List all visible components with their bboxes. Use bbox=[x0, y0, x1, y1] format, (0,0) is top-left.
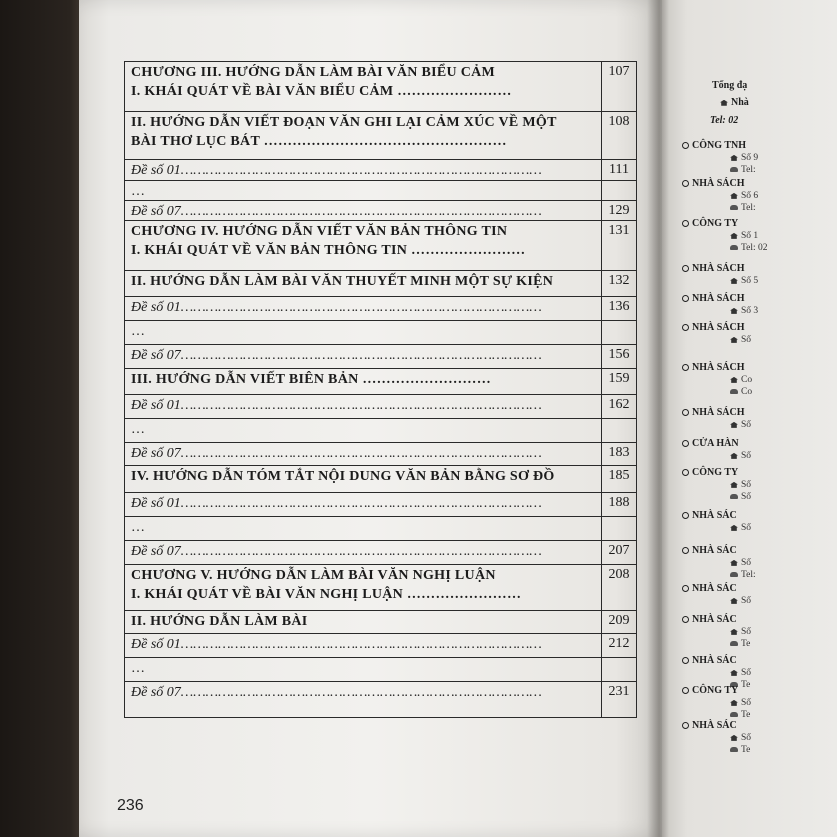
right-entry-title-text: NHÀ SÁCH bbox=[692, 293, 745, 304]
house-icon bbox=[730, 482, 738, 488]
right-entry-sub bbox=[730, 523, 751, 533]
bullet-icon bbox=[682, 364, 689, 371]
house-icon bbox=[730, 735, 738, 741]
house-icon bbox=[730, 233, 738, 239]
right-entry-title bbox=[682, 322, 745, 333]
toc-entry-text bbox=[125, 369, 602, 395]
right-entry-sub-text: Số bbox=[741, 596, 752, 606]
right-entry-sub bbox=[730, 165, 756, 175]
right-entry-title bbox=[682, 614, 737, 625]
toc-row[interactable] bbox=[125, 493, 637, 517]
right-entry-sub-text: Số bbox=[741, 523, 752, 533]
house-icon bbox=[730, 700, 738, 706]
toc-entry-line: Đề số 01…………………………………………………………………………… bbox=[131, 300, 542, 315]
toc-row[interactable] bbox=[125, 62, 637, 112]
toc-page-number bbox=[602, 419, 637, 443]
toc-row[interactable] bbox=[125, 369, 637, 395]
house-icon bbox=[730, 377, 738, 383]
right-entry-title-text: NHÀ SÁC bbox=[692, 510, 737, 521]
toc-entry-text bbox=[125, 541, 602, 565]
phone-icon bbox=[730, 747, 738, 752]
toc-row[interactable] bbox=[125, 201, 637, 221]
toc-row[interactable] bbox=[125, 682, 637, 718]
right-entry-sub-text: Số bbox=[741, 335, 752, 345]
toc-page-number: 129 bbox=[602, 201, 637, 221]
right-entry-sub bbox=[730, 153, 758, 163]
right-entry-title bbox=[682, 293, 745, 304]
page-number: 236 bbox=[117, 797, 144, 814]
right-entry-sub bbox=[730, 558, 751, 568]
right-entry-sub-text: Số bbox=[741, 420, 752, 430]
right-entry-sub-text: Số bbox=[741, 480, 752, 490]
bullet-icon bbox=[682, 324, 689, 331]
right-entry-sub-text: Co bbox=[741, 387, 753, 397]
right-entry-sub-text: Tel: 02 bbox=[741, 243, 768, 253]
toc-entry-text bbox=[125, 271, 602, 297]
toc-entry-line: Đề số 07…………………………………………………………………………… bbox=[131, 348, 542, 363]
toc-entry-text bbox=[125, 345, 602, 369]
house-icon bbox=[730, 560, 738, 566]
phone-icon bbox=[730, 572, 738, 577]
phone-icon bbox=[730, 389, 738, 394]
right-entry-sub-text: Số bbox=[741, 558, 752, 568]
toc-row[interactable] bbox=[125, 419, 637, 443]
right-header-text: Tel: 02 bbox=[710, 115, 739, 126]
toc-row[interactable] bbox=[125, 221, 637, 271]
bullet-icon bbox=[682, 180, 689, 187]
toc-row[interactable] bbox=[125, 541, 637, 565]
bullet-icon bbox=[682, 585, 689, 592]
right-entry-title-text: NHÀ SÁC bbox=[692, 720, 737, 731]
toc-page-number bbox=[602, 321, 637, 345]
toc-page-number: 107 bbox=[602, 62, 637, 112]
toc-entry-text bbox=[125, 634, 602, 658]
house-icon bbox=[730, 525, 738, 531]
toc-entry-text bbox=[125, 682, 602, 718]
house-icon bbox=[730, 670, 738, 676]
bullet-icon bbox=[682, 440, 689, 447]
toc-entry-line: Đề số 01…………………………………………………………………………… bbox=[131, 637, 542, 652]
toc-row[interactable] bbox=[125, 634, 637, 658]
toc-entry-text bbox=[125, 297, 602, 321]
right-entry-sub-text: Te bbox=[741, 710, 751, 720]
toc-row[interactable] bbox=[125, 565, 637, 611]
table-of-contents bbox=[124, 61, 637, 718]
toc-entry-line: … bbox=[131, 661, 145, 676]
right-entry-sub bbox=[730, 668, 751, 678]
toc-page-number: 108 bbox=[602, 112, 637, 160]
right-entry-title-text: NHÀ SÁC bbox=[692, 545, 737, 556]
bullet-icon bbox=[682, 469, 689, 476]
toc-page-number: 188 bbox=[602, 493, 637, 517]
toc-entry-line: CHƯƠNG IV. HƯỚNG DẪN VIẾT VĂN BẢN THÔNG TIN bbox=[131, 224, 508, 239]
right-entry-title bbox=[682, 178, 745, 189]
house-icon bbox=[730, 629, 738, 635]
toc-entry-line: Đề số 01…………………………………………………………………………… bbox=[131, 398, 542, 413]
right-page bbox=[662, 0, 837, 837]
toc-entry-line: … bbox=[131, 184, 145, 199]
right-header-line bbox=[712, 80, 747, 91]
right-entry-title bbox=[682, 140, 746, 151]
right-entry-title bbox=[682, 720, 737, 731]
right-entry-title bbox=[682, 510, 737, 521]
toc-page-number: 136 bbox=[602, 297, 637, 321]
toc-page-number: 212 bbox=[602, 634, 637, 658]
toc-row[interactable] bbox=[125, 321, 637, 345]
right-entry-sub bbox=[730, 639, 750, 649]
toc-entry-text bbox=[125, 611, 602, 634]
toc-entry-text bbox=[125, 62, 602, 112]
right-entry-title-text: NHÀ SÁC bbox=[692, 583, 737, 594]
book-gutter bbox=[647, 0, 669, 837]
right-entry-sub-text: Te bbox=[741, 745, 751, 755]
toc-row[interactable] bbox=[125, 658, 637, 682]
right-entry-sub bbox=[730, 492, 751, 502]
toc-page-number bbox=[602, 181, 637, 201]
house-icon bbox=[730, 278, 738, 284]
toc-row[interactable] bbox=[125, 181, 637, 201]
toc-row[interactable] bbox=[125, 466, 637, 493]
toc-row[interactable] bbox=[125, 345, 637, 369]
toc-page-number bbox=[602, 517, 637, 541]
right-entry-title bbox=[682, 362, 745, 373]
toc-entry-text bbox=[125, 419, 602, 443]
toc-entry-line: II. HƯỚNG DẪN VIẾT ĐOẠN VĂN GHI LẠI CẢM XÚC VỀ MỘT bbox=[131, 115, 557, 130]
right-entry-sub bbox=[730, 203, 756, 213]
right-entry-title-text: NHÀ SÁCH bbox=[692, 407, 745, 418]
right-entry-sub-text: Co bbox=[741, 375, 753, 385]
toc-entry-text bbox=[125, 517, 602, 541]
bullet-icon bbox=[682, 295, 689, 302]
right-entry-title bbox=[682, 407, 745, 418]
toc-row[interactable] bbox=[125, 443, 637, 466]
right-entry-sub bbox=[730, 570, 756, 580]
toc-entry-line: CHƯƠNG V. HƯỚNG DẪN LÀM BÀI VĂN NGHỊ LUẬN bbox=[131, 568, 496, 583]
toc-page-number: 209 bbox=[602, 611, 637, 634]
toc-entry-line: … bbox=[131, 520, 145, 535]
phone-icon bbox=[730, 712, 738, 717]
right-entry-sub-text: Số bbox=[741, 733, 752, 743]
right-entry-sub bbox=[730, 698, 751, 708]
bullet-icon bbox=[682, 265, 689, 272]
house-icon bbox=[730, 193, 738, 199]
right-entry-title bbox=[682, 467, 738, 478]
right-entry-title-text: NHÀ SÁCH bbox=[692, 362, 745, 373]
toc-entry-line: I. KHÁI QUÁT VỀ BÀI VĂN NGHỊ LUẬN …………………… bbox=[131, 587, 522, 602]
toc-entry-line: Đề số 01…………………………………………………………………………… bbox=[131, 163, 542, 178]
right-entry-sub-text: Tel: bbox=[741, 570, 756, 580]
right-entry-title-text: NHÀ SÁC bbox=[692, 655, 737, 666]
right-entry-sub-text: Số bbox=[741, 451, 752, 461]
toc-entry-text bbox=[125, 160, 602, 181]
toc-entry-line: I. KHÁI QUÁT VỀ BÀI VĂN BIỂU CẢM …………………… bbox=[131, 84, 512, 99]
bullet-icon bbox=[682, 220, 689, 227]
right-entry-title bbox=[682, 545, 737, 556]
bullet-icon bbox=[682, 142, 689, 149]
right-entry-title-text: NHÀ SÁCH bbox=[692, 178, 745, 189]
phone-icon bbox=[730, 167, 738, 172]
toc-entry-line: … bbox=[131, 422, 145, 437]
right-entry-sub bbox=[730, 627, 751, 637]
toc-row[interactable] bbox=[125, 160, 637, 181]
right-entry-title-text: CÔNG TY bbox=[692, 685, 739, 696]
toc-row[interactable] bbox=[125, 611, 637, 634]
right-entry-sub-text: Tel: bbox=[741, 203, 756, 213]
right-header-line bbox=[710, 115, 738, 126]
bullet-icon bbox=[682, 547, 689, 554]
toc-entry-text bbox=[125, 443, 602, 466]
toc-entry-text bbox=[125, 493, 602, 517]
bullet-icon bbox=[682, 657, 689, 664]
toc-page-number bbox=[602, 658, 637, 682]
right-entry-sub bbox=[730, 335, 751, 345]
toc-page-number: 132 bbox=[602, 271, 637, 297]
toc-entry-line: Đề số 07…………………………………………………………………………… bbox=[131, 446, 542, 461]
right-entry-sub-text: Số 6 bbox=[741, 191, 759, 201]
toc-page-number: 156 bbox=[602, 345, 637, 369]
right-entry-sub bbox=[730, 243, 768, 253]
house-icon bbox=[720, 100, 728, 106]
right-entry-sub-text: Te bbox=[741, 680, 751, 690]
right-entry-title-text: NHÀ SÁCH bbox=[692, 322, 745, 333]
right-entry-title bbox=[682, 685, 738, 696]
right-entry-sub bbox=[730, 745, 750, 755]
toc-entry-text bbox=[125, 321, 602, 345]
toc-entry-line: Đề số 07…………………………………………………………………………… bbox=[131, 685, 542, 700]
right-entry-sub bbox=[730, 276, 758, 286]
right-entry-sub bbox=[730, 306, 758, 316]
toc-entry-line: II. HƯỚNG DẪN LÀM BÀI VĂN THUYẾT MINH MỘT SỰ KIỆN bbox=[131, 274, 554, 289]
phone-icon bbox=[730, 205, 738, 210]
toc-row[interactable] bbox=[125, 395, 637, 419]
bullet-icon bbox=[682, 687, 689, 694]
toc-entry-text bbox=[125, 658, 602, 682]
right-entry-title bbox=[682, 218, 738, 229]
toc-entry-line: III. HƯỚNG DẪN VIẾT BIÊN BẢN ……………………… bbox=[131, 372, 492, 387]
house-icon bbox=[730, 155, 738, 161]
toc-page-number: 131 bbox=[602, 221, 637, 271]
house-icon bbox=[730, 598, 738, 604]
right-entry-title-text: NHÀ SÁC bbox=[692, 614, 737, 625]
house-icon bbox=[730, 422, 738, 428]
right-entry-title-text: CỬA HÀN bbox=[692, 438, 739, 449]
toc-entry-line: I. KHÁI QUÁT VỀ VĂN BẢN THÔNG TIN …………………… bbox=[131, 243, 526, 258]
bullet-icon bbox=[682, 722, 689, 729]
right-entry-sub-text: Số 5 bbox=[741, 276, 759, 286]
toc-page-number: 162 bbox=[602, 395, 637, 419]
toc-page-number: 207 bbox=[602, 541, 637, 565]
right-entry-sub bbox=[730, 710, 750, 720]
house-icon bbox=[730, 308, 738, 314]
right-entry-sub-text: Số bbox=[741, 627, 752, 637]
bullet-icon bbox=[682, 512, 689, 519]
house-icon bbox=[730, 337, 738, 343]
toc-row[interactable] bbox=[125, 112, 637, 160]
right-entry-title-text: CÔNG TY bbox=[692, 218, 739, 229]
toc-entry-text bbox=[125, 181, 602, 201]
toc-entry-line: … bbox=[131, 324, 145, 339]
toc-row[interactable] bbox=[125, 297, 637, 321]
right-entry-title bbox=[682, 583, 737, 594]
toc-page-number: 183 bbox=[602, 443, 637, 466]
right-entry-sub bbox=[730, 191, 758, 201]
right-entry-title-text: CÔNG TY bbox=[692, 467, 739, 478]
right-entry-sub-text: Số bbox=[741, 698, 752, 708]
right-entry-title bbox=[682, 438, 739, 449]
right-entry-sub bbox=[730, 420, 751, 430]
toc-entry-line: BÀI THƠ LỤC BÁT …………………………………………… bbox=[131, 134, 507, 149]
right-entry-sub-text: Số 3 bbox=[741, 306, 759, 316]
toc-entry-line: Đề số 07…………………………………………………………………………… bbox=[131, 544, 542, 559]
toc-row[interactable] bbox=[125, 271, 637, 297]
right-entry-sub bbox=[730, 375, 752, 385]
right-header-text: Tổng đạ bbox=[712, 80, 748, 91]
right-entry-sub-text: Tel: bbox=[741, 165, 756, 175]
toc-page-number: 208 bbox=[602, 565, 637, 611]
right-entry-sub-text: Số 1 bbox=[741, 231, 759, 241]
toc-page-number: 185 bbox=[602, 466, 637, 493]
toc-entry-text bbox=[125, 221, 602, 271]
house-icon bbox=[730, 453, 738, 459]
toc-entry-text bbox=[125, 565, 602, 611]
toc-entry-line: IV. HƯỚNG DẪN TÓM TẮT NỘI DUNG VĂN BẢN BẰNG SƠ ĐỒ bbox=[131, 469, 555, 484]
toc-page-number: 111 bbox=[602, 160, 637, 181]
toc-row[interactable] bbox=[125, 517, 637, 541]
right-entry-sub bbox=[730, 596, 751, 606]
phone-icon bbox=[730, 245, 738, 250]
right-entry-title-text: CÔNG TNH bbox=[692, 140, 746, 151]
toc-entry-line: Đề số 01…………………………………………………………………………… bbox=[131, 496, 542, 511]
toc-entry-text bbox=[125, 466, 602, 493]
right-entry-title bbox=[682, 263, 745, 274]
right-entry-title-text: NHÀ SÁCH bbox=[692, 263, 745, 274]
right-entry-sub bbox=[730, 451, 751, 461]
toc-entry-line: Đề số 07…………………………………………………………………………… bbox=[131, 204, 542, 219]
right-entry-sub bbox=[730, 387, 752, 397]
right-header-text: Nhà bbox=[731, 97, 749, 108]
bullet-icon bbox=[682, 409, 689, 416]
phone-icon bbox=[730, 494, 738, 499]
toc-entry-text bbox=[125, 201, 602, 221]
right-entry-sub bbox=[730, 733, 751, 743]
right-entry-sub-text: Số bbox=[741, 668, 752, 678]
right-entry-sub bbox=[730, 231, 758, 241]
right-entry-sub-text: Số 9 bbox=[741, 153, 759, 163]
toc-entry-line: II. HƯỚNG DẪN LÀM BÀI bbox=[131, 614, 308, 629]
toc-entry-text bbox=[125, 395, 602, 419]
right-entry-sub-text: Te bbox=[741, 639, 751, 649]
toc-entry-line: CHƯƠNG III. HƯỚNG DẪN LÀM BÀI VĂN BIỂU CẢM bbox=[131, 65, 496, 80]
right-header-line bbox=[720, 97, 749, 108]
right-entry-sub bbox=[730, 480, 751, 490]
toc-page-number: 231 bbox=[602, 682, 637, 718]
right-entry-title bbox=[682, 655, 737, 666]
bullet-icon bbox=[682, 616, 689, 623]
right-entry-sub-text: Số bbox=[741, 492, 752, 502]
toc-entry-text bbox=[125, 112, 602, 160]
phone-icon bbox=[730, 641, 738, 646]
toc-page-number: 159 bbox=[602, 369, 637, 395]
